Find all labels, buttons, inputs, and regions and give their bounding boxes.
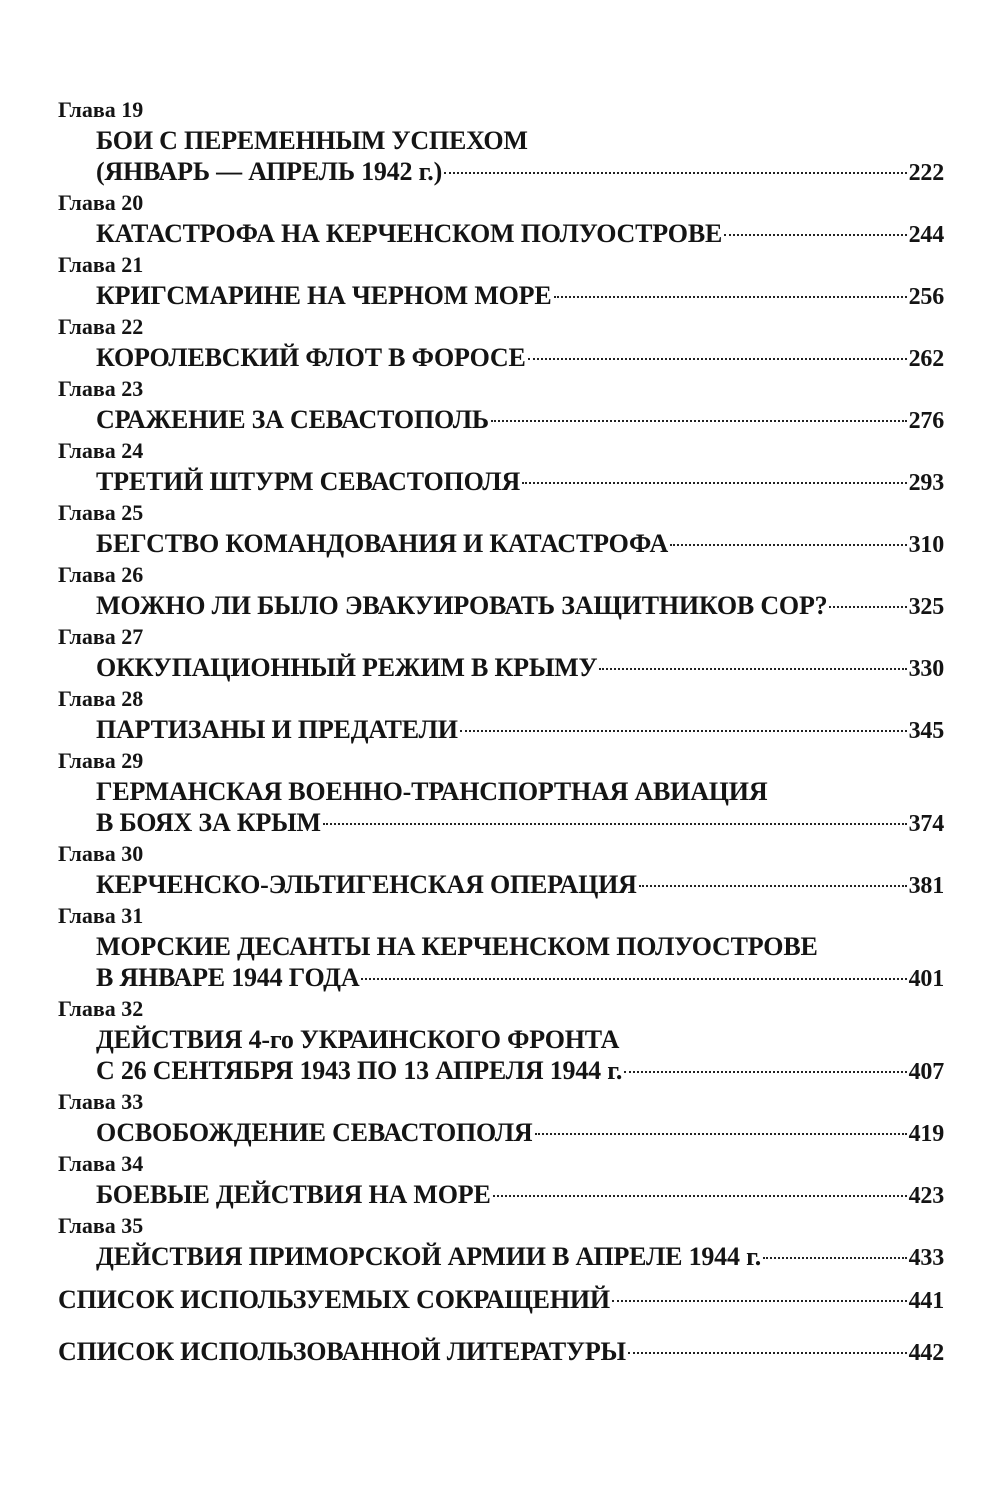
chapter-label: Глава 31: [58, 903, 144, 928]
toc-entry: [58, 623, 944, 684]
chapter-title: [58, 405, 944, 436]
toc-section-entry: [58, 1285, 944, 1337]
chapter-title: [58, 591, 944, 622]
chapter-title-line: [96, 1118, 944, 1149]
dot-leader: [522, 482, 907, 484]
chapter-title-text: ДЕЙСТВИЯ 4-го УКРАИНСКОГО ФРОНТА: [96, 1025, 620, 1054]
chapter-title: [58, 343, 944, 374]
chapter-label: Глава 29: [58, 748, 144, 773]
toc-entry: [58, 1088, 944, 1149]
chapter-title-text: МОРСКИЕ ДЕСАНТЫ НА КЕРЧЕНСКОМ ПОЛУОСТРОВЕ: [96, 932, 818, 961]
chapter-label: Глава 19: [58, 97, 144, 122]
page-number: 419: [908, 1121, 944, 1147]
chapter-title: [58, 467, 944, 498]
chapter-title: [58, 219, 944, 250]
dot-leader: [628, 1352, 907, 1354]
page-number: 381: [908, 873, 944, 899]
page-number: 441: [908, 1288, 944, 1314]
chapter-title-text: БОЕВЫЕ ДЕЙСТВИЯ НА МОРЕ: [96, 1180, 491, 1209]
toc-entry: [58, 251, 944, 312]
dot-leader: [599, 668, 906, 670]
chapter-title-line: [96, 932, 944, 963]
toc-entry: [58, 747, 944, 839]
chapter-title-line: [96, 963, 944, 994]
dot-leader: [554, 296, 907, 298]
toc-entry: [58, 375, 944, 436]
toc-entry: [58, 1150, 944, 1211]
dot-leader: [491, 420, 907, 422]
chapter-title: [58, 126, 944, 188]
page-number: 244: [908, 222, 944, 248]
chapter-title-text: ОККУПАЦИОННЫЙ РЕЖИМ В КРЫМУ: [96, 653, 598, 682]
chapter-title-line: [96, 126, 944, 157]
chapter-title: [58, 529, 944, 560]
toc-entry: [58, 96, 944, 188]
chapter-title-line: [96, 591, 944, 622]
page-number: 256: [908, 284, 944, 310]
page-number: 442: [908, 1340, 944, 1366]
chapter-label: Глава 30: [58, 841, 144, 866]
chapter-title-text: КОРОЛЕВСКИЙ ФЛОТ В ФОРОСЕ: [96, 343, 526, 372]
chapter-title: [58, 1242, 944, 1273]
dot-leader: [460, 730, 907, 732]
toc-entry: [58, 499, 944, 560]
toc-entry: [58, 995, 944, 1087]
chapter-title-line: [96, 1180, 944, 1211]
chapter-title-text: ГЕРМАНСКАЯ ВОЕННО-ТРАНСПОРТНАЯ АВИАЦИЯ: [96, 777, 768, 806]
chapter-label: Глава 34: [58, 1151, 144, 1176]
chapter-label: Глава 23: [58, 376, 144, 401]
table-of-contents: [58, 96, 944, 1389]
page-number: 310: [908, 532, 944, 558]
dot-leader: [361, 978, 906, 980]
page-number: 433: [908, 1245, 944, 1271]
page-number: 345: [908, 718, 944, 744]
chapter-label: Глава 27: [58, 624, 144, 649]
page-number: 222: [908, 160, 944, 186]
chapter-title-text: ПАРТИЗАНЫ И ПРЕДАТЕЛИ: [96, 715, 458, 744]
toc-entry: [58, 437, 944, 498]
chapter-list: [58, 96, 944, 1273]
page-number: 407: [908, 1059, 944, 1085]
dot-leader: [724, 234, 906, 236]
chapter-title-text: МОЖНО ЛИ БЫЛО ЭВАКУИРОВАТЬ ЗАЩИТНИКОВ СОР?: [96, 591, 828, 620]
toc-entry: [58, 561, 944, 622]
section-list: [58, 1285, 944, 1389]
page-number: 423: [908, 1183, 944, 1209]
chapter-title-text: С 26 СЕНТЯБРЯ 1943 ПО 13 АПРЕЛЯ 1944 г.: [96, 1056, 623, 1085]
chapter-label: Глава 25: [58, 500, 144, 525]
chapter-title-text: В ЯНВАРЕ 1944 ГОДА: [96, 963, 360, 992]
dot-leader: [763, 1257, 907, 1259]
toc-entry: [58, 840, 944, 901]
chapter-title-text: В БОЯХ ЗА КРЫМ: [96, 808, 321, 837]
chapter-title-text: БОИ С ПЕРЕМЕННЫМ УСПЕХОМ: [96, 126, 528, 155]
chapter-title-line: [96, 715, 944, 746]
dot-leader: [829, 606, 906, 608]
chapter-title: [58, 1118, 944, 1149]
chapter-title-line: [96, 653, 944, 684]
chapter-title-text: ТРЕТИЙ ШТУРМ СЕВАСТОПОЛЯ: [96, 467, 521, 496]
chapter-title: [58, 932, 944, 994]
chapter-title-line: [96, 529, 944, 560]
chapter-title-line: [96, 777, 944, 808]
dot-leader: [670, 544, 907, 546]
toc-entry: [58, 313, 944, 374]
chapter-label: Глава 20: [58, 190, 144, 215]
page-number: 293: [908, 470, 944, 496]
chapter-label: Глава 21: [58, 252, 144, 277]
dot-leader: [535, 1133, 907, 1135]
chapter-label: Глава 35: [58, 1213, 144, 1238]
dot-leader: [323, 823, 907, 825]
chapter-title-text: КАТАСТРОФА НА КЕРЧЕНСКОМ ПОЛУОСТРОВЕ: [96, 219, 723, 248]
chapter-title-line: [96, 808, 944, 839]
chapter-title-line: [96, 1025, 944, 1056]
chapter-title: [58, 1180, 944, 1211]
chapter-label: Глава 32: [58, 996, 144, 1021]
chapter-title-text: ОСВОБОЖДЕНИЕ СЕВАСТОПОЛЯ: [96, 1118, 533, 1147]
page-number: 276: [908, 408, 944, 434]
chapter-title-line: [96, 343, 944, 374]
chapter-title-text: БЕГСТВО КОМАНДОВАНИЯ И КАТАСТРОФА: [96, 529, 669, 558]
page-number: 374: [908, 811, 944, 837]
page-number: 330: [908, 656, 944, 682]
dot-leader: [528, 358, 907, 360]
toc-entry: [58, 189, 944, 250]
chapter-title-line: [96, 467, 944, 498]
chapter-title-line: [96, 405, 944, 436]
chapter-title-line: [96, 1056, 944, 1087]
chapter-title-text: ДЕЙСТВИЯ ПРИМОРСКОЙ АРМИИ В АПРЕЛЕ 1944 г.: [96, 1242, 762, 1271]
chapter-title-line: [96, 157, 944, 188]
chapter-title: [58, 653, 944, 684]
dot-leader: [493, 1195, 907, 1197]
chapter-label: Глава 22: [58, 314, 144, 339]
page-number: 401: [908, 966, 944, 992]
chapter-label: Глава 28: [58, 686, 144, 711]
chapter-title: [58, 777, 944, 839]
chapter-title-line: [96, 1242, 944, 1273]
chapter-title-line: [96, 281, 944, 312]
section-title: СПИСОК ИСПОЛЬЗУЕМЫХ СОКРАЩЕНИЙ: [58, 1285, 610, 1314]
chapter-title-line: [96, 870, 944, 901]
chapter-title: [58, 870, 944, 901]
dot-leader: [612, 1300, 907, 1302]
toc-entry: [58, 685, 944, 746]
toc-entry: [58, 1212, 944, 1273]
chapter-title: [58, 281, 944, 312]
chapter-label: Глава 26: [58, 562, 144, 587]
chapter-title-text: СРАЖЕНИЕ ЗА СЕВАСТОПОЛЬ: [96, 405, 489, 434]
chapter-label: Глава 33: [58, 1089, 144, 1114]
chapter-label: Глава 24: [58, 438, 144, 463]
toc-section-entry: [58, 1337, 944, 1389]
page-number: 325: [908, 594, 944, 620]
chapter-title-text: КРИГСМАРИНЕ НА ЧЕРНОМ МОРЕ: [96, 281, 552, 310]
section-title: СПИСОК ИСПОЛЬЗОВАННОЙ ЛИТЕРАТУРЫ: [58, 1337, 626, 1366]
dot-leader: [639, 885, 907, 887]
chapter-title: [58, 1025, 944, 1087]
chapter-title-line: [96, 219, 944, 250]
page-number: 262: [908, 346, 944, 372]
dot-leader: [444, 172, 907, 174]
chapter-title: [58, 715, 944, 746]
toc-entry: [58, 902, 944, 994]
chapter-title-text: (ЯНВАРЬ — АПРЕЛЬ 1942 г.): [96, 157, 443, 186]
dot-leader: [624, 1071, 906, 1073]
chapter-title-text: КЕРЧЕНСКО-ЭЛЬТИГЕНСКАЯ ОПЕРАЦИЯ: [96, 870, 637, 899]
